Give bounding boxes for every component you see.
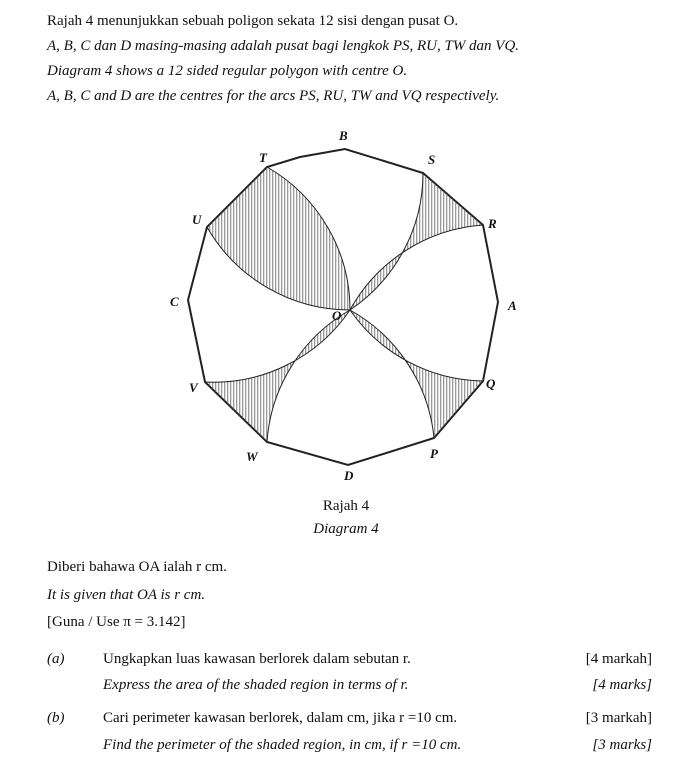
label-t: T xyxy=(259,150,267,165)
label-s: S xyxy=(428,152,436,167)
given-malay: Diberi bahawa OA ialah r cm. xyxy=(47,559,227,575)
shaded-leaf-lower-left xyxy=(205,310,350,442)
label-v: V xyxy=(189,380,198,395)
shaded-leaf-q-v-lower-right xyxy=(350,310,483,438)
diagram-caption-malay: Rajah 4 xyxy=(322,498,370,514)
label-u: U xyxy=(192,212,202,227)
intro-english-line-1: Diagram 4 shows a 12 sided regular polygon with centre O. xyxy=(47,63,408,79)
pi-instruction: [Guna / Use π = 3.142] xyxy=(47,614,186,630)
label-a: A xyxy=(508,298,517,313)
label-w: W xyxy=(246,449,258,464)
intro-malay-line-2: A, B, C dan D masing-masing adalah pusat bagi lengkok PS, RU, TW dan VQ. xyxy=(47,38,520,54)
label-o: O xyxy=(332,308,342,323)
intro-malay-line-1: Rajah 4 menunjukkan sebuah poligon sekata 12 sisi dengan pusat O. xyxy=(47,13,459,29)
shaded-leaf-t-w-upper-left xyxy=(207,167,350,310)
question-a-malay: Ungkapkan luas kawasan berlorek dalam sebutan r. xyxy=(103,651,411,667)
label-q: Q xyxy=(486,376,496,391)
question-a-label: (a) xyxy=(47,651,65,667)
intro-english-line-2: A, B, C and D are the centres for the arcs PS, RU, TW and VQ respectively. xyxy=(47,88,500,104)
question-b-english: Find the perimeter of the shaded region, in cm, if r =10 cm. xyxy=(103,737,462,753)
shaded-leaf-s-p-upper-right xyxy=(350,173,483,310)
question-b-marks-malay: [3 markah] xyxy=(585,710,652,726)
label-p: P xyxy=(430,446,438,461)
question-b-label: (b) xyxy=(47,710,65,726)
label-d: D xyxy=(344,468,354,483)
label-b: B xyxy=(339,128,348,143)
question-a-english: Express the area of the shaded region in terms of r. xyxy=(103,677,409,693)
given-english: It is given that OA is r cm. xyxy=(47,587,206,603)
question-b-malay: Cari perimeter kawasan berlorek, dalam cm, jika r =10 cm. xyxy=(103,710,458,726)
label-r: R xyxy=(488,216,497,231)
diagram-caption-english: Diagram 4 xyxy=(313,521,379,537)
label-c: C xyxy=(170,294,179,309)
polygon-diagram xyxy=(170,120,530,490)
question-a-marks-malay: [4 markah] xyxy=(585,651,652,667)
question-b-marks-english: [3 marks] xyxy=(592,737,652,753)
question-a-marks-english: [4 marks] xyxy=(592,677,652,693)
